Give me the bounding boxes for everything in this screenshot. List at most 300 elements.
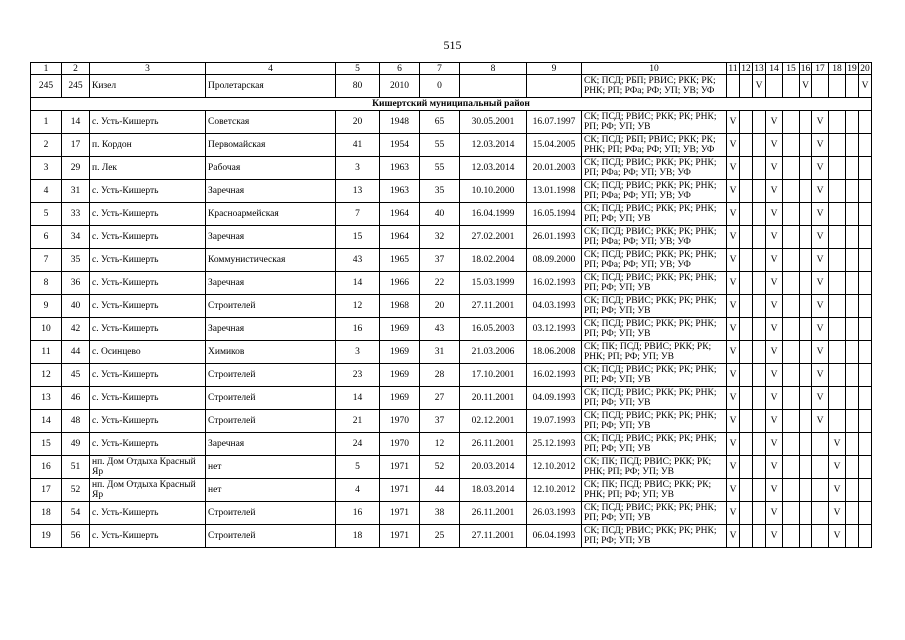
object-number: 245	[62, 75, 90, 98]
wear-percent-cell: 22	[420, 272, 460, 295]
check-mark-cell	[800, 433, 812, 456]
row-number: 19	[31, 525, 62, 548]
inspection-date-cell: 02.12.2001	[460, 410, 527, 433]
check-mark-cell	[859, 410, 872, 433]
settlement-cell: с. Усть-Кишерть	[90, 387, 206, 410]
check-mark-cell	[783, 525, 800, 548]
works-list-cell: СК; ПСД; РВИС; РКК; РК; РНК; РП; РФ; УП; УВ	[582, 502, 727, 525]
settlement-cell: с. Усть-Кишерть	[90, 433, 206, 456]
row-number: 4	[31, 180, 62, 203]
wear-percent-cell: 52	[420, 456, 460, 479]
check-mark-cell	[783, 410, 800, 433]
check-mark-cell: V	[766, 341, 783, 364]
check-mark-cell: V	[727, 341, 740, 364]
year-built-cell: 1971	[380, 456, 420, 479]
works-list-cell: СК; ПСД; РВИС; РКК; РК; РНК; РП; РФа; РФ; УП; УВ; УФ	[582, 226, 727, 249]
check-mark-cell: V	[766, 525, 783, 548]
check-mark-cell	[783, 272, 800, 295]
object-number: 14	[62, 111, 90, 134]
column-header: 14	[766, 63, 783, 75]
registration-date-cell: 25.12.1993	[527, 433, 582, 456]
inspection-date-cell: 18.03.2014	[460, 479, 527, 502]
registration-date-cell: 06.04.1993	[527, 525, 582, 548]
check-mark-cell	[753, 226, 766, 249]
check-mark-cell: V	[766, 272, 783, 295]
object-number: 52	[62, 479, 90, 502]
check-mark-cell	[859, 525, 872, 548]
street-cell: Первомайская	[206, 134, 336, 157]
check-mark-cell	[783, 295, 800, 318]
check-mark-cell	[740, 456, 753, 479]
wear-percent-cell: 31	[420, 341, 460, 364]
year-built-cell: 1971	[380, 525, 420, 548]
check-mark-cell: V	[766, 111, 783, 134]
column-header: 7	[420, 63, 460, 75]
check-mark-cell	[829, 364, 846, 387]
check-mark-cell	[753, 387, 766, 410]
section-title: Кишертский муниципальный район	[31, 98, 872, 111]
check-mark-cell	[846, 157, 859, 180]
check-mark-cell	[783, 341, 800, 364]
street-cell: Строителей	[206, 387, 336, 410]
house-number-cell: 5	[336, 456, 380, 479]
check-mark-cell	[740, 364, 753, 387]
house-number-cell: 16	[336, 318, 380, 341]
house-number-cell: 24	[336, 433, 380, 456]
column-header: 8	[460, 63, 527, 75]
check-mark-cell: V	[812, 364, 829, 387]
table-row	[31, 318, 872, 341]
inspection-date-cell: 26.11.2001	[460, 433, 527, 456]
check-mark-cell: V	[812, 318, 829, 341]
house-number-cell: 12	[336, 295, 380, 318]
check-mark-cell	[846, 226, 859, 249]
check-mark-cell: V	[812, 249, 829, 272]
check-mark-cell	[800, 341, 812, 364]
street-cell: Строителей	[206, 410, 336, 433]
works-list-cell: СК; ПК; ПСД; РВИС; РКК; РК; РНК; РП; РФ; УП; УВ	[582, 479, 727, 502]
year-built-cell: 1965	[380, 249, 420, 272]
year-built-cell: 1969	[380, 387, 420, 410]
check-mark-cell: V	[727, 318, 740, 341]
object-number: 35	[62, 249, 90, 272]
street-cell: нет	[206, 456, 336, 479]
check-mark-cell: V	[727, 111, 740, 134]
year-built-cell: 1971	[380, 479, 420, 502]
check-mark-cell	[740, 157, 753, 180]
registration-date-cell: 16.05.1994	[527, 203, 582, 226]
check-mark-cell: V	[766, 479, 783, 502]
object-number: 45	[62, 364, 90, 387]
object-number: 48	[62, 410, 90, 433]
settlement-cell: п. Лек	[90, 157, 206, 180]
wear-percent-cell: 38	[420, 502, 460, 525]
inspection-date-cell: 21.03.2006	[460, 341, 527, 364]
check-mark-cell	[753, 203, 766, 226]
check-mark-cell: V	[829, 525, 846, 548]
check-mark-cell	[846, 410, 859, 433]
works-list-cell: СК; ПК; ПСД; РВИС; РКК; РК; РНК; РП; РФ; УП; УВ	[582, 341, 727, 364]
check-mark-cell	[859, 364, 872, 387]
settlement-cell: с. Усть-Кишерть	[90, 180, 206, 203]
inspection-date-cell: 12.03.2014	[460, 134, 527, 157]
check-mark-cell: V	[727, 410, 740, 433]
check-mark-cell	[846, 249, 859, 272]
house-number-cell: 20	[336, 111, 380, 134]
check-mark-cell	[753, 272, 766, 295]
registration-date-cell: 20.01.2003	[527, 157, 582, 180]
check-mark-cell	[740, 75, 753, 98]
settlement-cell: нп. Дом Отдыха Красный Яр	[90, 479, 206, 502]
table-row	[31, 295, 872, 318]
column-header: 16	[800, 63, 811, 74]
check-mark-cell	[753, 479, 766, 502]
works-list-cell: СК; ПСД; РВИС; РКК; РК; РНК; РП; РФ; УП; УВ	[582, 364, 727, 387]
column-header: 11	[728, 63, 738, 74]
settlement-cell: с. Усть-Кишерть	[90, 226, 206, 249]
check-mark-cell	[753, 456, 766, 479]
wear-percent-cell: 43	[420, 318, 460, 341]
wear-percent-cell: 37	[420, 249, 460, 272]
check-mark-cell	[766, 75, 783, 98]
check-mark-cell	[859, 295, 872, 318]
street-cell: Строителей	[206, 364, 336, 387]
works-list-cell: СК; ПСД; РВИС; РКК; РК; РНК; РП; РФ; УП; УВ	[582, 525, 727, 548]
house-number-cell: 23	[336, 364, 380, 387]
object-number: 29	[62, 157, 90, 180]
street-cell: Коммунистическая	[206, 249, 336, 272]
street-cell: Строителей	[206, 502, 336, 525]
registration-date-cell: 12.10.2012	[527, 479, 582, 502]
works-list-cell: СК; ПСД; РВИС; РКК; РК; РНК; РП; РФ; УП; УВ	[582, 295, 727, 318]
check-mark-cell: V	[812, 111, 829, 134]
check-mark-cell	[783, 456, 800, 479]
check-mark-cell	[783, 502, 800, 525]
row-number: 5	[31, 203, 62, 226]
check-mark-cell: V	[727, 272, 740, 295]
wear-percent-cell: 35	[420, 180, 460, 203]
check-mark-cell	[800, 502, 812, 525]
inspection-date-cell: 27.02.2001	[460, 226, 527, 249]
check-mark-cell	[800, 456, 812, 479]
year-built-cell: 1966	[380, 272, 420, 295]
check-mark-cell	[859, 249, 872, 272]
table-row	[31, 249, 872, 272]
registration-date-cell: 03.12.1993	[527, 318, 582, 341]
works-list-cell: СК; ПСД; РВИС; РКК; РК; РНК; РП; РФ; УП; УВ	[582, 272, 727, 295]
check-mark-cell	[846, 364, 859, 387]
inspection-date-cell: 30.05.2001	[460, 111, 527, 134]
check-mark-cell	[846, 433, 859, 456]
check-mark-cell	[800, 479, 812, 502]
check-mark-cell	[846, 75, 859, 98]
wear-percent-cell: 20	[420, 295, 460, 318]
column-header: 18	[829, 63, 846, 75]
table-row	[31, 364, 872, 387]
column-header: 15	[783, 63, 800, 75]
check-mark-cell	[829, 410, 846, 433]
registration-date-cell: 16.07.1997	[527, 111, 582, 134]
check-mark-cell: V	[727, 157, 740, 180]
column-header: 13	[754, 63, 764, 74]
check-mark-cell	[859, 111, 872, 134]
column-header: 4	[206, 63, 336, 75]
section-header-row	[31, 98, 872, 111]
object-number: 42	[62, 318, 90, 341]
table-row	[31, 410, 872, 433]
house-number-cell: 41	[336, 134, 380, 157]
street-cell: Пролетарская	[206, 75, 336, 98]
row-number: 8	[31, 272, 62, 295]
street-cell: Химиков	[206, 341, 336, 364]
registration-date-cell	[527, 75, 582, 98]
wear-percent-cell: 0	[420, 75, 460, 98]
check-mark-cell: V	[727, 502, 740, 525]
settlement-cell: с. Усть-Кишерть	[90, 111, 206, 134]
wear-percent-cell: 12	[420, 433, 460, 456]
registration-date-cell: 18.06.2008	[527, 341, 582, 364]
settlement-cell: с. Усть-Кишерть	[90, 318, 206, 341]
check-mark-cell: V	[812, 226, 829, 249]
row-number: 11	[31, 341, 62, 364]
check-mark-cell	[846, 387, 859, 410]
check-mark-cell	[829, 134, 846, 157]
row-number: 2	[31, 134, 62, 157]
check-mark-cell	[846, 272, 859, 295]
check-mark-cell	[783, 203, 800, 226]
year-built-cell: 1970	[380, 410, 420, 433]
check-mark-cell	[740, 203, 753, 226]
year-built-cell: 1969	[380, 341, 420, 364]
row-number: 16	[31, 456, 62, 479]
wear-percent-cell: 40	[420, 203, 460, 226]
check-mark-cell: V	[829, 502, 846, 525]
check-mark-cell	[812, 433, 829, 456]
inspection-date-cell: 18.02.2004	[460, 249, 527, 272]
inspection-date-cell: 20.03.2014	[460, 456, 527, 479]
column-header: 9	[527, 63, 582, 75]
object-number: 51	[62, 456, 90, 479]
works-list-cell: СК; ПСД; РВИС; РКК; РК; РНК; РП; РФа; РФ; УП; УВ; УФ	[582, 180, 727, 203]
inspection-date-cell: 17.10.2001	[460, 364, 527, 387]
street-cell: Заречная	[206, 318, 336, 341]
inspection-date-cell: 26.11.2001	[460, 502, 527, 525]
column-header: 20	[860, 63, 870, 74]
check-mark-cell	[800, 226, 812, 249]
registration-date-cell: 12.10.2012	[527, 456, 582, 479]
check-mark-cell	[753, 295, 766, 318]
works-list-cell: СК; ПСД; РВИС; РКК; РК; РНК; РП; РФа; РФ; УП; УВ; УФ	[582, 157, 727, 180]
works-list-cell: СК; ПСД; РВИС; РКК; РК; РНК; РП; РФ; УП; УВ	[582, 203, 727, 226]
check-mark-cell: V	[727, 456, 740, 479]
check-mark-cell: V	[766, 226, 783, 249]
check-mark-cell: V	[812, 157, 829, 180]
object-number: 46	[62, 387, 90, 410]
check-mark-cell	[800, 295, 812, 318]
check-mark-cell	[812, 456, 829, 479]
check-mark-cell: V	[727, 203, 740, 226]
check-mark-cell: V	[727, 433, 740, 456]
house-number-cell: 14	[336, 272, 380, 295]
row-number: 18	[31, 502, 62, 525]
check-mark-cell	[812, 479, 829, 502]
table-row	[31, 75, 872, 98]
check-mark-cell: V	[727, 295, 740, 318]
check-mark-cell	[829, 387, 846, 410]
check-mark-cell	[800, 387, 812, 410]
row-number: 12	[31, 364, 62, 387]
table-row	[31, 180, 872, 203]
check-mark-cell	[846, 341, 859, 364]
check-mark-cell	[753, 410, 766, 433]
check-mark-cell: V	[727, 180, 740, 203]
check-mark-cell	[829, 272, 846, 295]
check-mark-cell	[859, 479, 872, 502]
check-mark-cell	[800, 364, 812, 387]
check-mark-cell: V	[766, 295, 783, 318]
check-mark-cell	[740, 295, 753, 318]
check-mark-cell	[812, 525, 829, 548]
check-mark-cell	[859, 341, 872, 364]
check-mark-cell	[783, 134, 800, 157]
object-number: 49	[62, 433, 90, 456]
check-mark-cell: V	[727, 387, 740, 410]
check-mark-cell	[783, 75, 800, 98]
column-header: 19	[847, 63, 857, 74]
check-mark-cell: V	[727, 226, 740, 249]
year-built-cell: 1954	[380, 134, 420, 157]
house-number-cell: 13	[336, 180, 380, 203]
check-mark-cell: V	[766, 134, 783, 157]
check-mark-cell: V	[753, 75, 766, 98]
check-mark-cell	[753, 249, 766, 272]
house-number-cell: 7	[336, 203, 380, 226]
check-mark-cell: V	[727, 525, 740, 548]
inspection-date-cell: 16.05.2003	[460, 318, 527, 341]
column-header: 3	[90, 63, 206, 75]
street-cell: Заречная	[206, 433, 336, 456]
check-mark-cell	[753, 157, 766, 180]
check-mark-cell	[740, 226, 753, 249]
registration-date-cell: 04.03.1993	[527, 295, 582, 318]
settlement-cell: с. Усть-Кишерть	[90, 295, 206, 318]
check-mark-cell: V	[812, 410, 829, 433]
row-number: 245	[31, 75, 62, 98]
column-header: 5	[336, 63, 380, 75]
check-mark-cell	[800, 272, 812, 295]
settlement-cell: с. Усть-Кишерть	[90, 249, 206, 272]
check-mark-cell	[783, 111, 800, 134]
check-mark-cell: V	[829, 456, 846, 479]
house-number-cell: 14	[336, 387, 380, 410]
street-cell: Красноармейская	[206, 203, 336, 226]
inspection-date-cell: 15.03.1999	[460, 272, 527, 295]
check-mark-cell	[753, 433, 766, 456]
check-mark-cell	[740, 410, 753, 433]
table-row	[31, 226, 872, 249]
column-number-header-row	[31, 63, 872, 75]
wear-percent-cell: 25	[420, 525, 460, 548]
registration-date-cell: 16.02.1993	[527, 364, 582, 387]
check-mark-cell	[783, 387, 800, 410]
check-mark-cell	[740, 479, 753, 502]
check-mark-cell	[846, 525, 859, 548]
works-list-cell: СК; ПСД; РВИС; РКК; РК; РНК; РП; РФ; УП; УВ	[582, 318, 727, 341]
object-number: 40	[62, 295, 90, 318]
settlement-cell: с. Усть-Кишерть	[90, 272, 206, 295]
check-mark-cell	[753, 134, 766, 157]
check-mark-cell	[829, 249, 846, 272]
check-mark-cell	[753, 341, 766, 364]
row-number: 15	[31, 433, 62, 456]
check-mark-cell	[800, 410, 812, 433]
check-mark-cell	[846, 502, 859, 525]
page-number: 515	[443, 38, 462, 52]
check-mark-cell	[800, 525, 812, 548]
year-built-cell: 1963	[380, 180, 420, 203]
works-list-cell: СК; ПСД; РВИС; РКК; РК; РНК; РП; РФ; УП; УВ	[582, 410, 727, 433]
row-number: 1	[31, 111, 62, 134]
object-number: 34	[62, 226, 90, 249]
house-number-cell: 80	[336, 75, 380, 98]
check-mark-cell: V	[812, 203, 829, 226]
check-mark-cell	[859, 180, 872, 203]
check-mark-cell	[846, 180, 859, 203]
registration-date-cell: 19.07.1993	[527, 410, 582, 433]
year-built-cell: 1963	[380, 157, 420, 180]
check-mark-cell: V	[766, 456, 783, 479]
check-mark-cell	[753, 502, 766, 525]
column-header: 17	[812, 63, 829, 75]
settlement-cell: с. Усть-Кишерть	[90, 502, 206, 525]
check-mark-cell	[783, 157, 800, 180]
check-mark-cell	[740, 341, 753, 364]
check-mark-cell	[859, 433, 872, 456]
object-number: 44	[62, 341, 90, 364]
inspection-date-cell: 16.04.1999	[460, 203, 527, 226]
row-number: 3	[31, 157, 62, 180]
table-row	[31, 387, 872, 410]
registration-date-cell: 13.01.1998	[527, 180, 582, 203]
check-mark-cell	[740, 111, 753, 134]
house-number-cell: 15	[336, 226, 380, 249]
object-number: 36	[62, 272, 90, 295]
table-row	[31, 111, 872, 134]
check-mark-cell	[829, 111, 846, 134]
row-number: 6	[31, 226, 62, 249]
column-header: 10	[582, 63, 727, 75]
column-header: 1	[31, 63, 62, 75]
check-mark-cell	[800, 157, 812, 180]
check-mark-cell	[800, 249, 812, 272]
check-mark-cell	[859, 203, 872, 226]
check-mark-cell	[859, 272, 872, 295]
table-row	[31, 157, 872, 180]
check-mark-cell	[846, 134, 859, 157]
check-mark-cell: V	[766, 157, 783, 180]
settlement-cell: п. Кордон	[90, 134, 206, 157]
check-mark-cell	[740, 387, 753, 410]
registration-date-cell: 04.09.1993	[527, 387, 582, 410]
check-mark-cell	[783, 249, 800, 272]
year-built-cell: 1964	[380, 226, 420, 249]
row-number: 14	[31, 410, 62, 433]
check-mark-cell	[859, 502, 872, 525]
table-row	[31, 341, 872, 364]
inspection-date-cell: 10.10.2000	[460, 180, 527, 203]
column-header: 6	[380, 63, 420, 75]
inspection-date-cell: 27.11.2001	[460, 525, 527, 548]
